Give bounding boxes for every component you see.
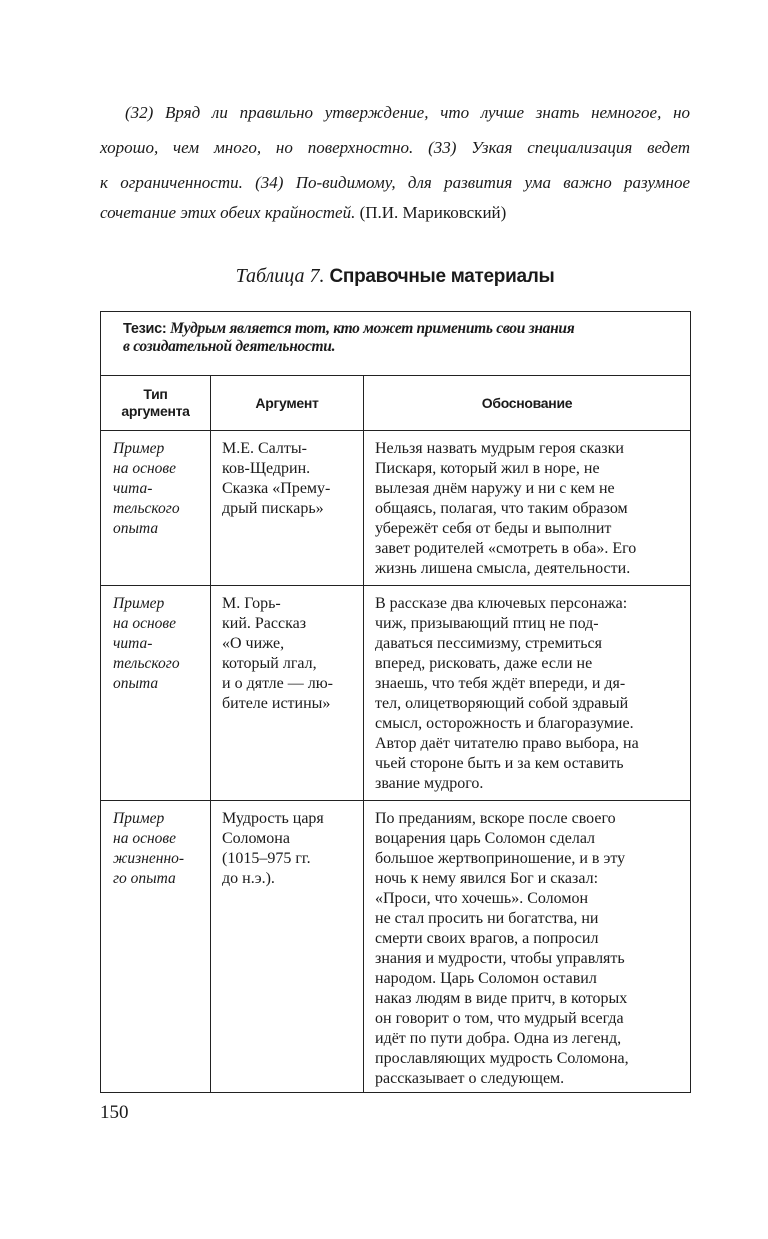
cell-text-line: Автор даёт читателю право выбора, на [375, 735, 639, 752]
cell-text-line: звание мудрого. [375, 775, 484, 792]
cell-text-line: чита- [113, 635, 153, 652]
type-cell [101, 801, 211, 1093]
cell-text-line: жизнь лишена смысла, деятельности. [375, 560, 631, 577]
table-row [101, 801, 691, 1093]
paragraph-line-4-text: сочетание этих обеих крайностей. [100, 203, 356, 222]
cell-text-line: который лгал, [222, 655, 317, 672]
type-cell [101, 586, 211, 801]
cell-text-line: вперед, рисковать, даже если не [375, 655, 593, 672]
paragraph-line-3: к ограниченности. (34) По-видимому, для развития ума важно разумное [100, 173, 690, 192]
justification-cell [364, 431, 691, 586]
cell-text-line: рассказывает о следующем. [375, 1070, 565, 1087]
thesis-text-line-1: Мудрым является тот, кто может применить свои знания [170, 320, 575, 337]
argument-cell [211, 801, 364, 1093]
thesis-row [101, 312, 691, 376]
cell-text-line: чьей стороне быть и за кем оставить [375, 755, 624, 772]
header-row [101, 376, 691, 431]
cell-text-line: он говорит о том, что мудрый всегда [375, 1010, 624, 1027]
cell-text-line: го опыта [113, 870, 176, 887]
cell-text-line: «О чиже, [222, 635, 285, 652]
header-type-line-1: Тип [143, 386, 168, 402]
thesis-text-line-2: в созидательной деятельности. [123, 338, 336, 355]
cell-text-line: опыта [113, 520, 159, 537]
cell-text-line: (1015–975 гг. [222, 850, 311, 867]
cell-text-line: народом. Царь Соломон оставил [375, 970, 597, 987]
cell-text-line: знаешь, что тебя ждёт впереди, и дя- [375, 675, 626, 692]
cell-text-line: ночь к нему явился Бог и сказал: [375, 870, 599, 887]
paragraph-attribution: (П.И. Мариковский) [359, 203, 507, 222]
cell-text-line: Пискаря, который жил в норе, не [375, 460, 600, 477]
argument-cell [211, 586, 364, 801]
cell-text-line: и о дятле — лю- [222, 675, 334, 692]
cell-text-line: дрый пискарь» [222, 500, 324, 517]
page-number: 150 [100, 1102, 129, 1123]
cell-text-line: М.Е. Салты- [222, 440, 307, 457]
cell-text-line: опыта [113, 675, 159, 692]
cell-text-line: до н.э.). [222, 870, 275, 887]
header-type-line-2: аргумента [121, 403, 190, 419]
argument-cell [211, 431, 364, 586]
cell-text-line: В рассказе два ключевых персонажа: [375, 595, 628, 612]
table-title-caption: Справочные материалы [329, 266, 555, 287]
cell-text-line: тел, олицетворяющий собой здравый [375, 695, 629, 712]
thesis-label: Тезис [123, 321, 162, 337]
cell-text-line: тельского [113, 500, 180, 517]
cell-text-line: Соломона [222, 830, 290, 847]
cell-text-line: большое жертвоприношение, и в эту [375, 850, 626, 867]
cell-text-line: Нельзя назвать мудрым героя сказки [375, 440, 624, 457]
table-title-number: Таблица 7. [235, 265, 325, 287]
thesis-cell: Тезис: Мудрым является тот, кто может применить свои знания в созидательной деятельности. [101, 312, 691, 376]
cell-text-line: на основе [113, 460, 176, 477]
cell-text-line: знания и мудрости, чтобы управлять [375, 950, 625, 967]
cell-text-line: «Проси, что хочешь». Соломон [375, 890, 589, 907]
cell-text-line: смерти своих врагов, а попросил [375, 930, 599, 947]
cell-text-line: тельского [113, 655, 180, 672]
cell-text-line: на основе [113, 615, 176, 632]
cell-text-line: Пример [113, 440, 165, 457]
cell-text-line: наказ людям в виде притч, в которых [375, 990, 628, 1007]
cell-text-line: Пример [113, 810, 165, 827]
table-row [101, 586, 691, 801]
cell-text-line: убережёт себя от беды и выполнит [375, 520, 612, 537]
cell-text-line: Пример [113, 595, 165, 612]
paragraph-line-2: хорошо, чем много, но поверхностно. (33) Узкая специализация ведет [100, 138, 690, 157]
cell-text-line: чиж, призывающий птиц не под- [375, 615, 599, 632]
justification-cell [364, 586, 691, 801]
cell-text-line: вылезая днём наружу и ни с кем не [375, 480, 615, 497]
cell-text-line: смысл, осторожность и благоразумие. [375, 715, 634, 732]
type-cell [101, 431, 211, 586]
table-row [101, 431, 691, 586]
justification-cell [364, 801, 691, 1093]
cell-text-line: прославляющих мудрость Соломона, [375, 1050, 629, 1067]
cell-text-line: жизненно- [113, 850, 185, 867]
cell-text-line: бителе истины» [222, 695, 331, 712]
cell-text-line: По преданиям, вскоре после своего [375, 810, 616, 827]
cell-text-line: на основе [113, 830, 176, 847]
paragraph-line-1: (32) Вряд ли правильно утверждение, что лучше знать немногое, но [125, 103, 690, 122]
cell-text-line: Мудрость царя [222, 810, 324, 827]
table-title [100, 263, 690, 290]
cell-text-line: кий. Рассказ [222, 615, 307, 632]
cell-text-line: М. Горь- [222, 595, 281, 612]
header-justification: Обоснование [364, 376, 691, 431]
cell-text-line: общаясь, полагая, что таким образом [375, 500, 628, 517]
cell-text-line: идёт по пути добра. Одна из легенд, [375, 1030, 622, 1047]
header-argument: Аргумент [211, 376, 364, 431]
header-type [101, 376, 211, 431]
cell-text-line: даваться пессимизму, стремиться [375, 635, 602, 652]
cell-text-line: воцарения царь Соломон сделал [375, 830, 596, 847]
cell-text-line: завет родителей «смотреть в оба». Его [375, 540, 637, 557]
cell-text-line: не стал просить ни богатства, ни [375, 910, 599, 927]
paragraph-line-4 [100, 202, 690, 224]
cell-text-line: Сказка «Прему- [222, 480, 331, 497]
reference-table [100, 311, 691, 1093]
cell-text-line: чита- [113, 480, 153, 497]
cell-text-line: ков-Щедрин. [222, 460, 311, 477]
